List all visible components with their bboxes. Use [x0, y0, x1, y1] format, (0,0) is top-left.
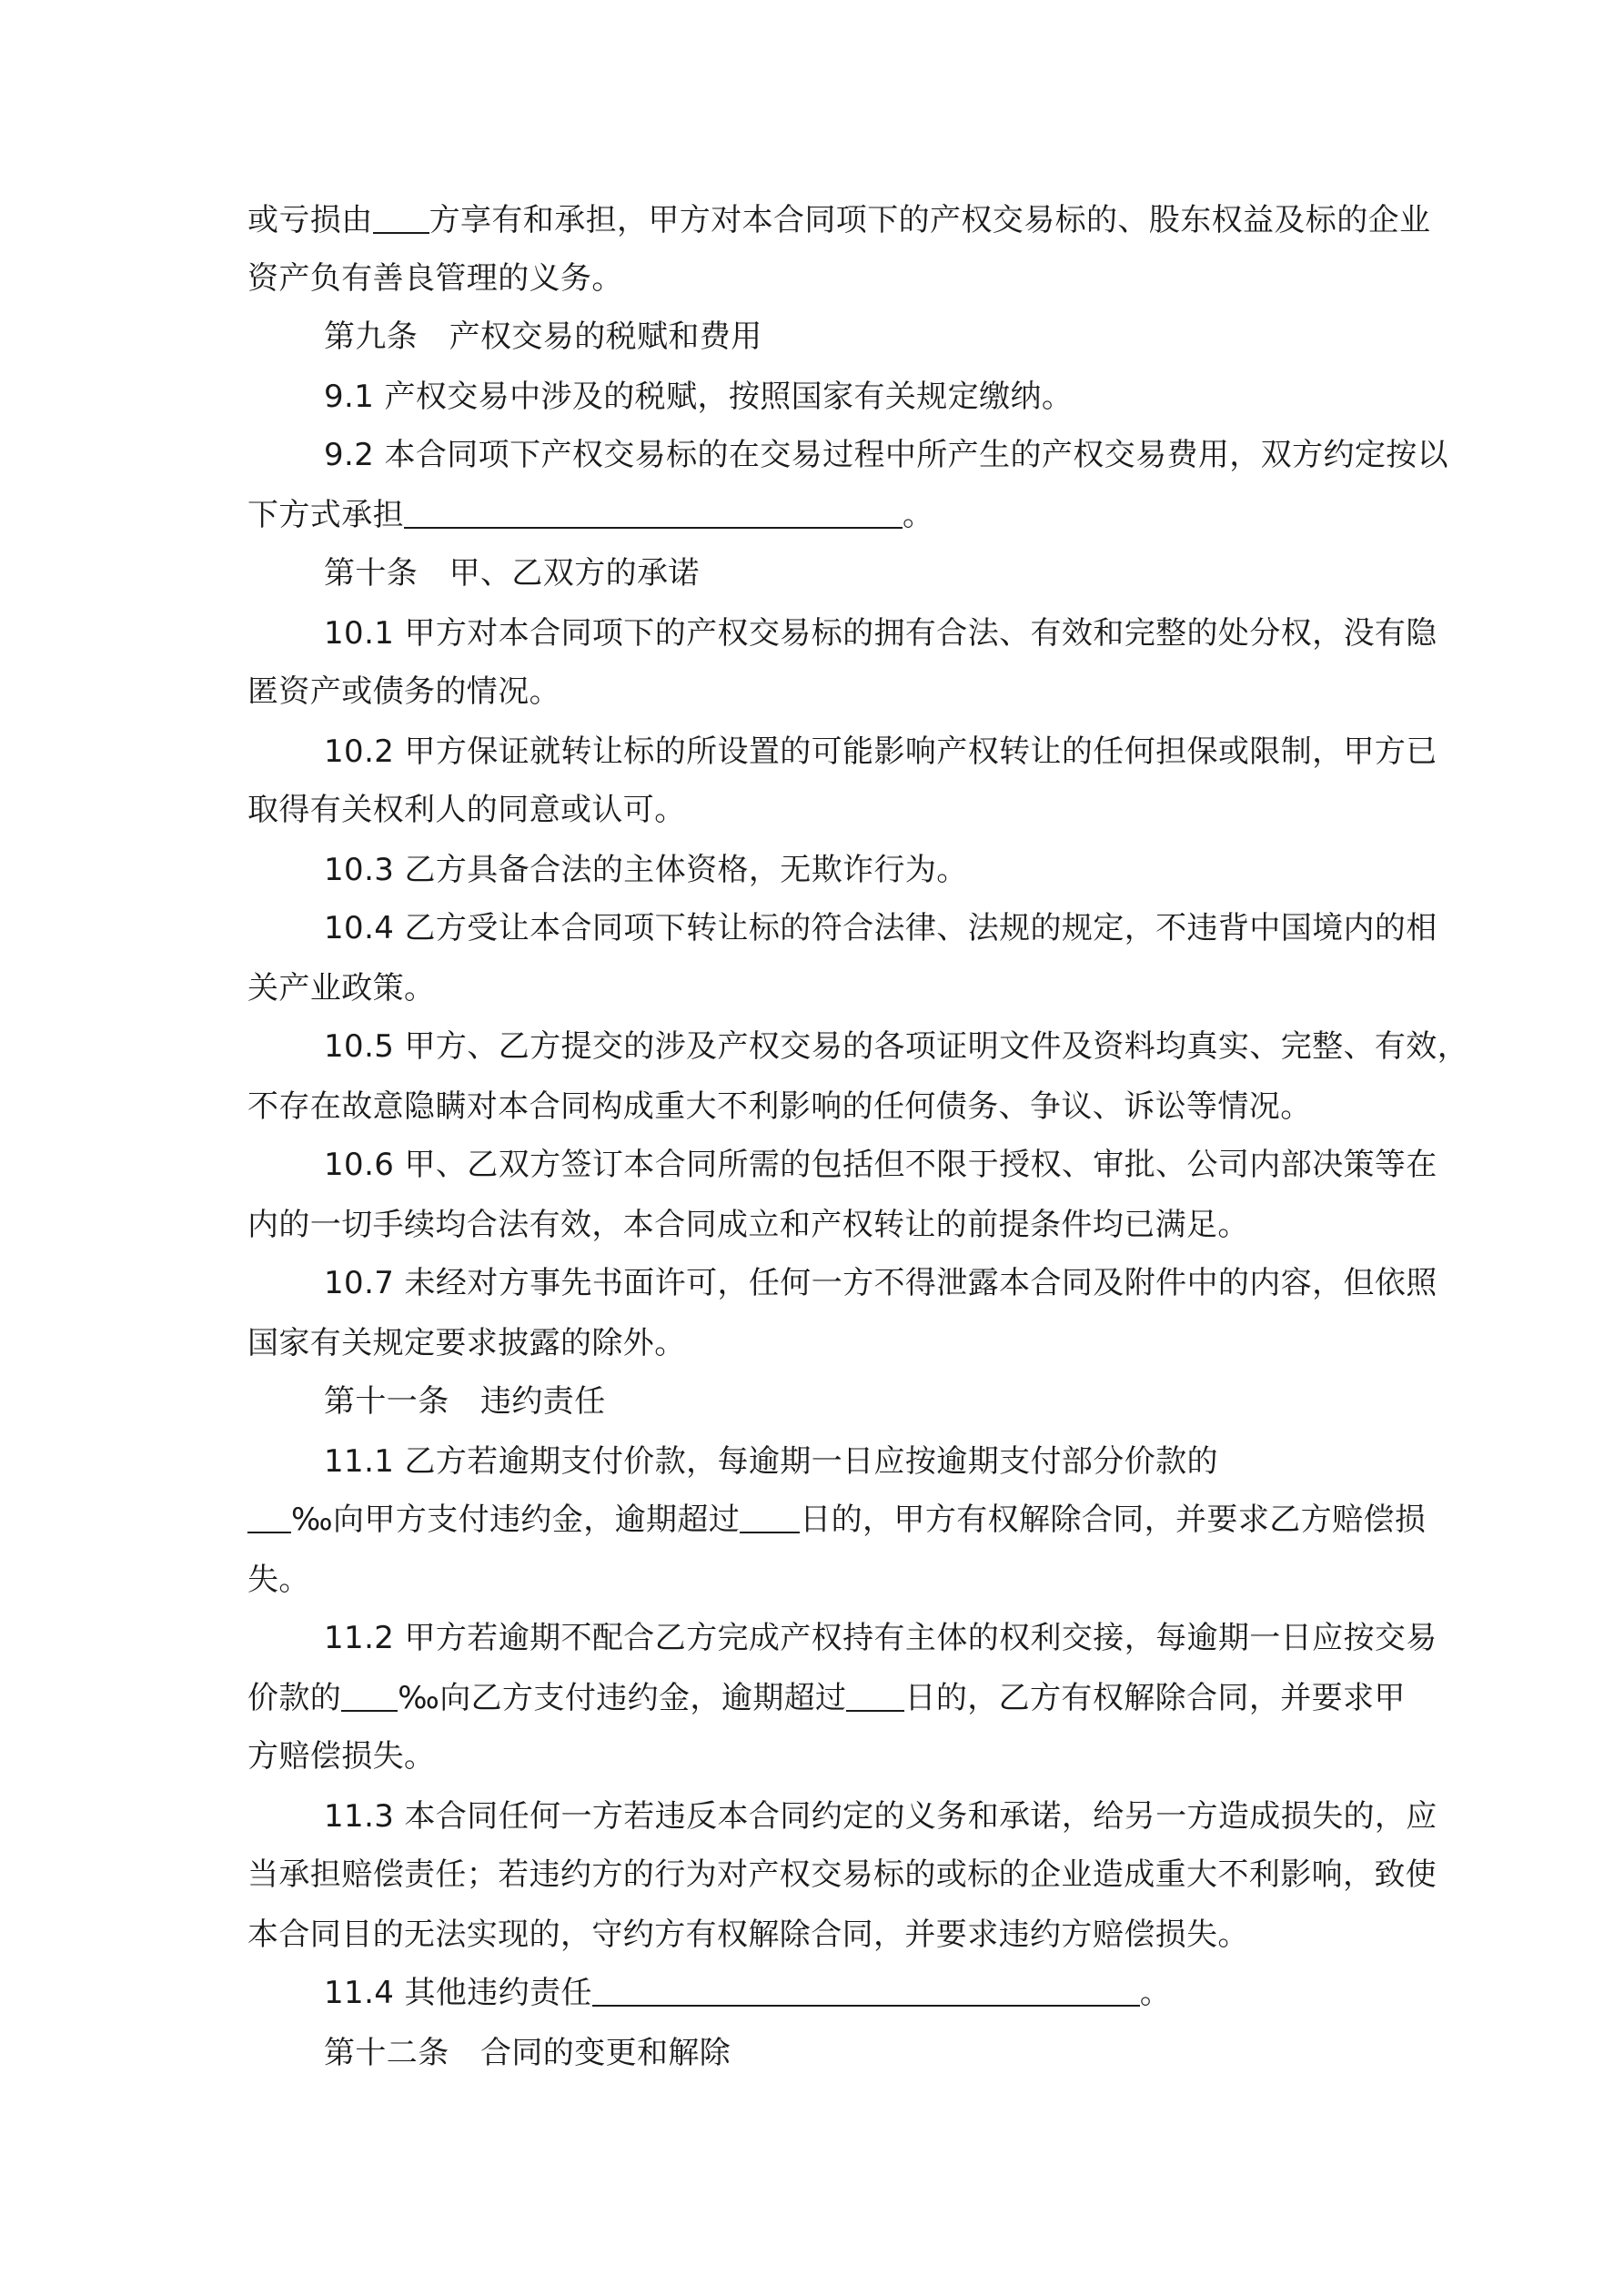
clause-9-2: 9.2 本合同项下产权交易标的在交易过程中所产生的产权交易费用，双方约定按以 [324, 437, 1449, 473]
text-run: 价款的 [247, 1680, 342, 1716]
article-heading-11: 第十一条 违约责任 [324, 1383, 606, 1420]
article-heading-12: 第十二条 合同的变更和解除 [324, 2035, 731, 2071]
clause-10-7: 10.7 未经对方事先书面许可，任何一方不得泄露本合同及附件中的内容，但依照 [324, 1265, 1437, 1301]
clause-10-6: 10.6 甲、乙双方签订本合同所需的包括但不限于授权、审批、公司内部决策等在 [324, 1147, 1437, 1183]
text-line: 国家有关规定要求披露的除外。 [247, 1325, 686, 1361]
clause-10-1: 10.1 甲方对本合同项下的产权交易标的拥有合法、有效和完整的处分权，没有隐 [324, 615, 1437, 652]
fill-in-blank [341, 1679, 398, 1712]
clause-10-3: 10.3 乙方具备合法的主体资格，无欺诈行为。 [324, 852, 968, 888]
article-heading-10: 第十条 甲、乙双方的承诺 [324, 555, 700, 592]
text-run: 下方式承担 [247, 497, 404, 533]
text-run: 日的，甲方有权解除合同，并要求乙方赔偿损 [800, 1502, 1427, 1538]
clause-11-3: 11.3 本合同任何一方若违反本合同约定的义务和承诺，给另一方造成损失的，应 [324, 1798, 1437, 1835]
text-line: 不存在故意隐瞒对本合同构成重大不利影响的任何债务、争议、诉讼等情况。 [247, 1088, 1312, 1125]
text-run: 或亏损由 [247, 202, 373, 238]
text-line: 关产业政策。 [247, 970, 436, 1006]
clause-11-2: 11.2 甲方若逾期不配合乙方完成产权持有主体的权利交接，每逾期一日应按交易 [324, 1620, 1437, 1656]
text-line [247, 1678, 1406, 1718]
clause-10-5: 10.5 甲方、乙方提交的涉及产权交易的各项证明文件及资料均真实、完整、有效， [324, 1028, 1469, 1065]
clause-10-2: 10.2 甲方保证就转让标的所设置的可能影响产权转让的任何担保或限制，甲方已 [324, 733, 1437, 770]
fill-in-blank [740, 1501, 800, 1533]
text-run: 方享有和承担，甲方对本合同项下的产权交易标的、股东权益及标的企业 [429, 202, 1431, 238]
text-run: 日的，乙方有权解除合同，并要求甲 [904, 1680, 1406, 1716]
text-run: 。 [903, 497, 934, 533]
text-line: 本合同目的无法实现的，守约方有权解除合同，并要求违约方赔偿损失。 [247, 1917, 1249, 1953]
text-line: 失。 [247, 1562, 310, 1598]
text-line: 当承担赔偿责任；若违约方的行为对产权交易标的或标的企业造成重大不利影响，致使 [247, 1856, 1437, 1893]
clause-10-4: 10.4 乙方受让本合同项下转让标的符合法律、法规的规定，不违背中国境内的相 [324, 910, 1437, 946]
clause-9-1: 9.1 产权交易中涉及的税赋，按照国家有关规定缴纳。 [324, 379, 1074, 415]
text-run: 11.4 其他违约责任 [324, 1975, 592, 2011]
text-line [247, 1500, 1426, 1540]
text-run: 。 [1139, 1975, 1172, 2011]
text-run: ‰向乙方支付违约金，逾期超过 [398, 1680, 847, 1716]
text-line: 匿资产或债务的情况。 [247, 673, 560, 710]
fill-in-blank [846, 1679, 904, 1712]
fill-in-blank [404, 496, 903, 529]
text-run: ‰向甲方支付违约金，逾期超过 [291, 1502, 741, 1538]
clause-11-4 [324, 1973, 1171, 2013]
fill-in-blank [592, 1974, 1140, 2007]
text-line: 资产负有善良管理的义务。 [247, 260, 623, 297]
fill-in-blank [373, 201, 429, 234]
text-line [247, 200, 1430, 240]
text-line: 取得有关权利人的同意或认可。 [247, 792, 686, 828]
fill-in-blank [247, 1501, 291, 1533]
article-heading-9: 第九条 产权交易的税赋和费用 [324, 319, 762, 355]
text-line: 方赔偿损失。 [247, 1738, 436, 1775]
text-line [247, 495, 933, 535]
clause-11-1: 11.1 乙方若逾期支付价款，每逾期一日应按逾期支付部分价款的 [324, 1443, 1218, 1480]
text-line: 内的一切手续均合法有效，本合同成立和产权转让的前提条件均已满足。 [247, 1207, 1249, 1243]
